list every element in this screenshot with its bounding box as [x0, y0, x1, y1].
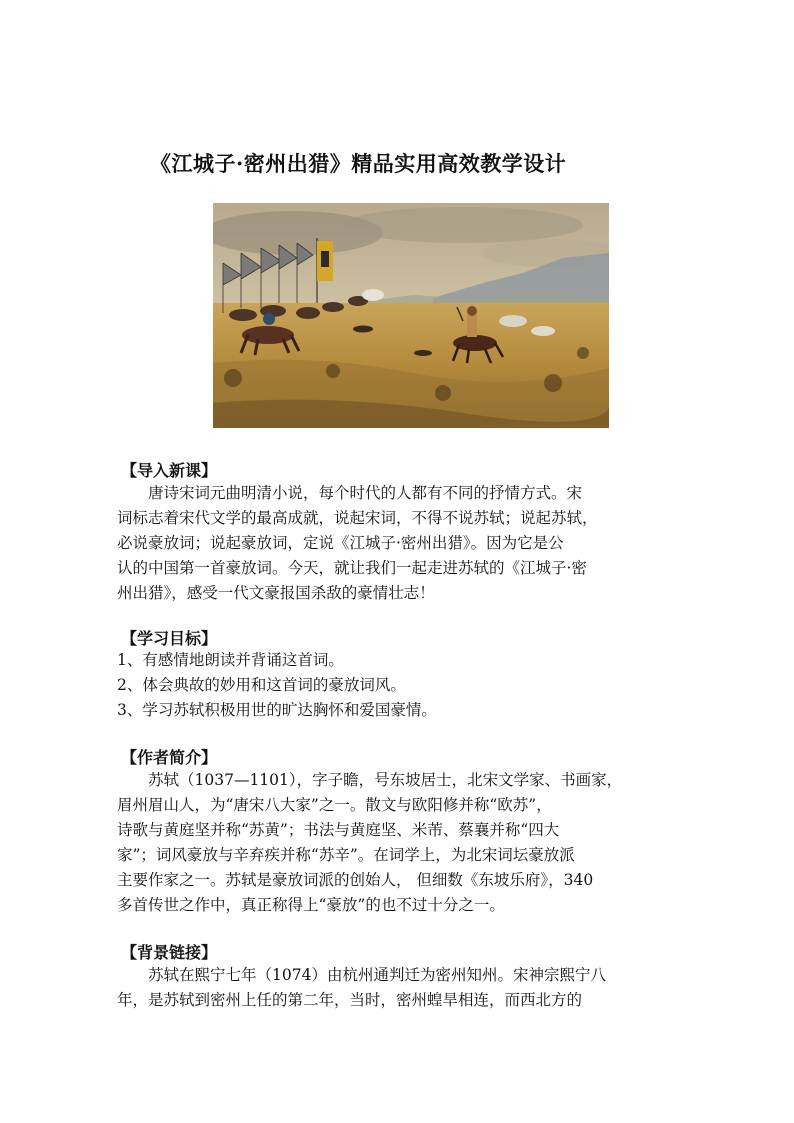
intro-paragraph	[117, 481, 679, 606]
hunting-scene-painting	[213, 203, 609, 428]
intro-line: 认的中国第一首豪放词。今天，就让我们一起走进苏轼的《江城子·密	[117, 559, 587, 577]
document-title: 《江城子·密州出猎》精品实用高效教学设计	[150, 151, 567, 176]
author-line: 主要作家之一。苏轼是豪放词派的创始人， 但细数《东坡乐府》，340	[117, 871, 594, 889]
intro-line: 词标志着宋代文学的最高成就，说起宋词，不得不说苏轼；说起苏轼，	[117, 509, 598, 527]
intro-line: 唐诗宋词元曲明清小说，每个时代的人都有不同的抒情方式。宋	[148, 484, 583, 502]
section-heading-background: 【背景链接】	[121, 943, 218, 962]
author-line: 诗歌与黄庭坚并称“苏黄”；书法与黄庭坚、米芾、蔡襄并称“四大	[117, 821, 560, 839]
author-line: 多首传世之作中，真正称得上“豪放”的也不过十分之一。	[117, 896, 505, 914]
background-line: 年，是苏轼到密州上任的第二年，当时，密州蝗旱相连，而西北方的	[117, 991, 583, 1009]
section-heading-author: 【作者简介】	[121, 748, 218, 767]
author-line: 苏轼（1037—1101），字子瞻，号东坡居士，北宋文学家、书画家，	[148, 771, 623, 789]
section-heading-goals: 【学习目标】	[121, 629, 218, 648]
goal-item: 3、学习苏轼积极用世的旷达胸怀和爱国豪情。	[117, 701, 437, 719]
author-line: 家”；词风豪放与辛弃疾并称“苏辛”。在词学上，为北宋词坛豪放派	[117, 846, 575, 864]
author-line: 眉州眉山人，为“唐宋八大家”之一。散文与欧阳修并称“欧苏”，	[117, 796, 552, 814]
painting-illustration	[213, 203, 609, 428]
intro-line: 必说豪放词；说起豪放词，定说《江城子·密州出猎》。因为它是公	[117, 534, 564, 552]
goal-item: 2、体会典故的妙用和这首词的豪放词风。	[117, 676, 406, 694]
goals-list	[117, 648, 679, 723]
goal-item: 1、有感情地朗读并背诵这首词。	[117, 651, 344, 669]
background-line: 苏轼在熙宁七年（1074）由杭州通判迁为密州知州。宋神宗熙宁八	[148, 966, 606, 984]
section-heading-intro: 【导入新课】	[121, 461, 218, 480]
background-paragraph	[117, 963, 679, 1013]
intro-line: 州出猎》，感受一代文豪报国杀敌的豪情壮志！	[117, 584, 435, 602]
author-paragraph	[117, 768, 679, 918]
